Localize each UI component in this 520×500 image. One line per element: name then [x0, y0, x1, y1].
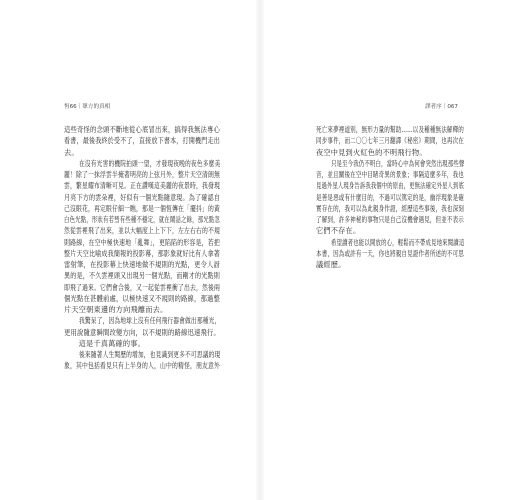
text-line: 看書，最後我終於受不了，直接放下書本，打開機門走出: [64, 136, 220, 146]
text-line: 更用說隨意瞬間改變方向，以不規則的路線迅速飛行。: [64, 327, 220, 337]
text-line: 白色光點，形狀有若彗有些種不穩定，就在鬧話之餘，那光點忽: [64, 215, 220, 224]
text-line: 雷射筆，在投影幕上快速地做不規則的光點，更令人訝: [64, 260, 220, 269]
text-line: 同步事件，而二〇〇七年三月翻譯《秘密》期間，也再次在: [316, 136, 464, 146]
text-line: 去。: [64, 147, 79, 157]
text-line: 然從雲裡飛了出來，並以大幅度上上下下，左左右右的不規: [64, 226, 220, 236]
text-line: 則路線，在空中極快速地「亂舞」，更陷陷的形容是，若把: [64, 237, 220, 247]
text-line: 在沒有光害的機院拍頭一望，才發現夜晚的夜色多麼美: [78, 158, 220, 168]
right-page: [260, 0, 520, 500]
text-line: 夜空中見到火紅色的不明飛行物。: [316, 147, 427, 157]
text-line: 象，其中包括看見只有上半身的人，山中的精怪，朋友意外: [64, 361, 220, 371]
text-line: 異的是，不久雲裡頭又出現另一個光點，而剛才的光點則: [64, 271, 220, 281]
text-line: 個光點在甚體前處，以極快速又不規則的路線，那過整: [64, 293, 220, 303]
text-line: 雲，繁星耀布清晰可見。正在讚嘆這美麗的夜景時，我發現: [64, 181, 220, 191]
text-line: 即飛了過來。它們會合後，又一起從雲裡衝了出去，然後兩: [64, 282, 220, 292]
text-line: 音，並且關後在空中目睹奇異的景象；事隔這麼多年，我也: [316, 170, 464, 179]
text-line: 死亡來夢裡道別，無形力量的幫助……以及種種無法解釋的: [316, 125, 464, 134]
text-line: 月亮下方的雲朵裡，好似有一個光點隨意現。為了確認自: [64, 192, 220, 202]
text-line: 後來隨著人生閱歷的增加，也見識到更多不可思議的現: [78, 350, 220, 359]
text-line: 片天空朝東邊的方向飛離而去。: [64, 305, 168, 314]
text-line: 是善是惡或有什麼目的，不過可以篤定的是，幽浮現象是確: [316, 192, 464, 202]
right-body-text: [316, 124, 464, 270]
text-line: 本書，因為或許有一天，你也將親自見證作者所述的不可思: [316, 248, 464, 258]
text-line: 我驚呆了，因為地球上沒有任何飛行器會做出那種光，: [78, 316, 220, 326]
text-line: 麗！除了一抹浮雲半掩著明亮的上弦月外，整片天空清朗無: [64, 170, 220, 179]
left-body-text: [64, 124, 220, 372]
text-line: 希望讀者也能以開放的心，輕鬆而不帶成見地來閱讀這: [330, 237, 464, 247]
text-line: 了解到，許多神秘的事物只是自己沒機會遇見，但並不表示: [316, 215, 464, 224]
text-line: 這是千真萬確的事。: [78, 338, 146, 348]
text-line: 只是至今我仍不明白，當時心中為何會突然出現那些聲: [330, 158, 464, 168]
text-line: 這些奇怪的念頭不斷地從心底冒出來，搞得我無法專心: [64, 125, 220, 134]
text-line: 它們不存在。: [316, 226, 361, 236]
text-line: 整片天空比喻成我簡報的投影幕，那影象就好比有人拿著: [64, 248, 220, 258]
text-line: 實存在的，我可以為此親身作證，經歷這些事後，我也深刻: [316, 203, 464, 213]
text-line: 己沒眼花，再定眼仔細一瞧，那是一個恆傳在「擺抖」的黃: [64, 203, 220, 213]
text-line: 見過外星人現身告訴我我個中的原由，更無法確定外星人到底: [316, 181, 464, 191]
left-running-header: 恆66｜眾方的真相: [64, 104, 111, 110]
right-running-header: 譯者序｜067: [424, 104, 458, 110]
text-line: 議經歷。: [316, 260, 346, 269]
